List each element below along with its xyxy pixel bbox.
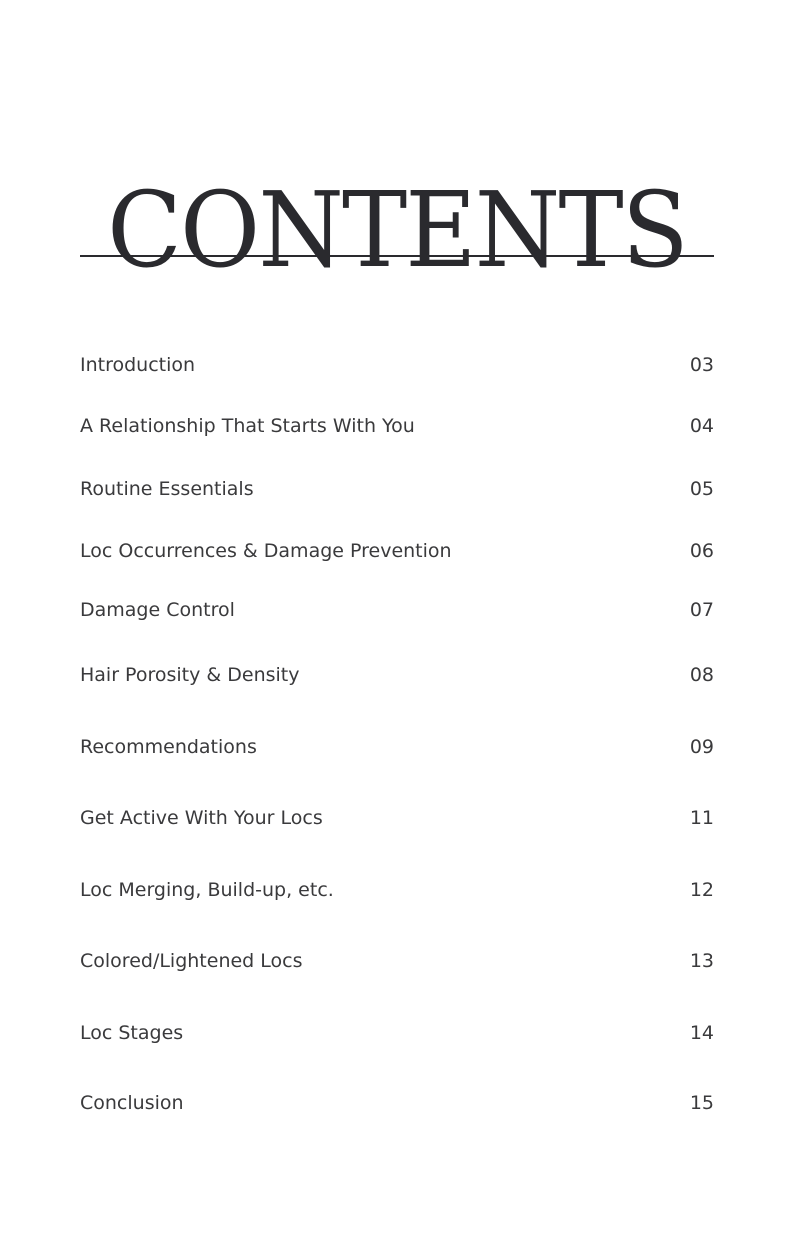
toc-entry-page: 05	[689, 478, 714, 500]
toc-entry-label: Hair Porosity & Density	[80, 664, 300, 686]
toc-entry-damage-control[interactable]	[80, 595, 714, 625]
toc-entry-colored-locs[interactable]	[80, 946, 714, 976]
toc-entry-label: Introduction	[80, 354, 196, 376]
toc-entry-label: Loc Merging, Build-up, etc.	[80, 879, 334, 901]
page-title: CONTENTS	[107, 169, 687, 291]
toc-entry-label: Conclusion	[80, 1092, 184, 1114]
toc-entry-get-active[interactable]	[80, 803, 714, 833]
toc-entry-page: 06	[689, 540, 714, 562]
toc-entry-page: 09	[689, 736, 714, 758]
toc-entry-loc-occurrences[interactable]	[80, 536, 714, 566]
toc-entry-introduction[interactable]	[80, 350, 714, 380]
contents-heading	[80, 169, 714, 291]
toc-entry-relationship[interactable]	[80, 411, 714, 441]
toc-entry-label: Get Active With Your Locs	[80, 807, 323, 829]
toc-entry-label: Loc Occurrences & Damage Prevention	[80, 540, 452, 562]
toc-entry-label: Damage Control	[80, 599, 235, 621]
toc-entry-conclusion[interactable]	[80, 1088, 714, 1118]
toc-entry-loc-merging[interactable]	[80, 875, 714, 905]
toc-entry-page: 12	[689, 879, 714, 901]
toc-entry-page: 11	[689, 807, 714, 829]
toc-entry-routine-essentials[interactable]	[80, 474, 714, 504]
toc-entry-recommendations[interactable]	[80, 732, 714, 762]
toc-entry-loc-stages[interactable]	[80, 1018, 714, 1048]
toc-entry-page: 13	[689, 950, 714, 972]
toc-entry-page: 03	[689, 354, 714, 376]
toc-entry-label: Routine Essentials	[80, 478, 254, 500]
toc-entry-hair-porosity[interactable]	[80, 660, 714, 690]
toc-entry-label: A Relationship That Starts With You	[80, 415, 415, 437]
toc-entry-page: 07	[689, 599, 714, 621]
toc-entry-label: Recommendations	[80, 736, 257, 758]
toc-entry-page: 14	[689, 1022, 714, 1044]
toc-entry-label: Loc Stages	[80, 1022, 184, 1044]
toc-entry-page: 08	[689, 664, 714, 686]
toc-entry-page: 04	[689, 415, 714, 437]
toc-entry-label: Colored/Lightened Locs	[80, 950, 303, 972]
toc-entry-page: 15	[689, 1092, 714, 1114]
